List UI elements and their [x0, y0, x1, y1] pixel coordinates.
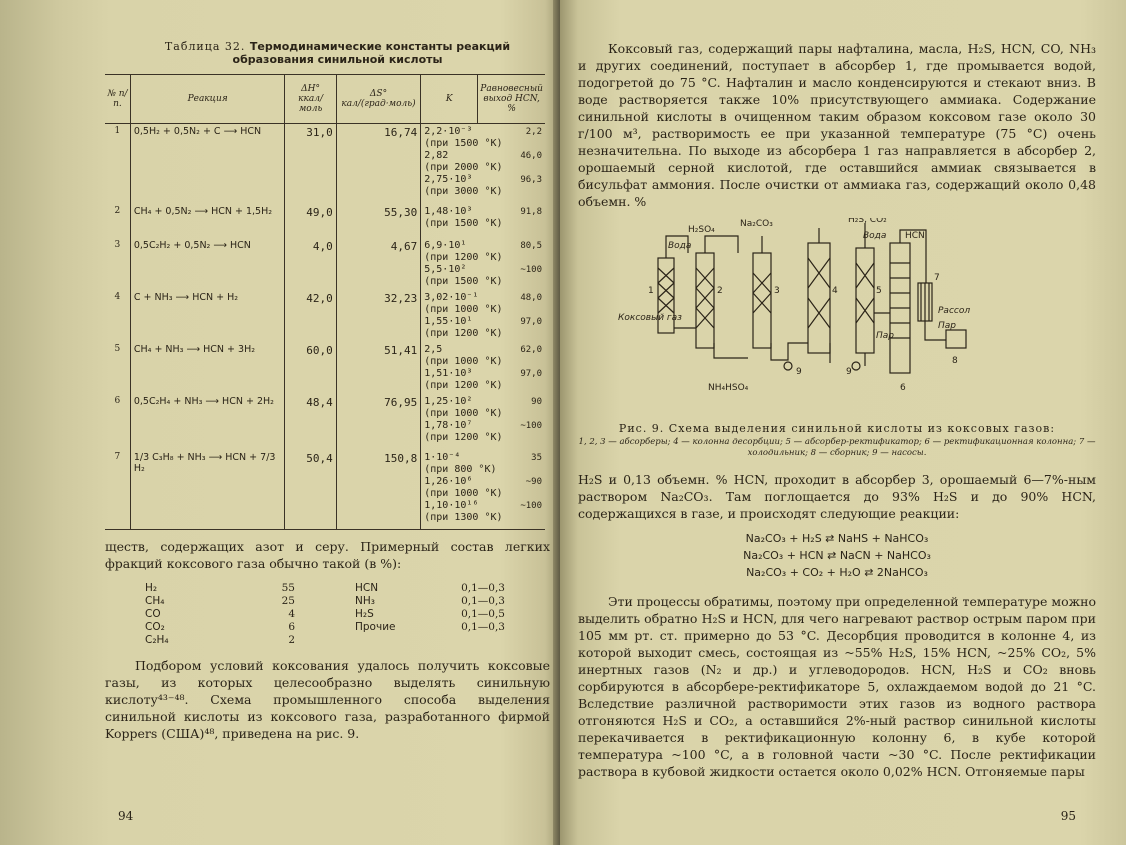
- k-line: [424, 126, 542, 138]
- label-h2s-co2: H₂S, CO₂: [848, 218, 887, 225]
- component-percent: 0,1—0,3: [461, 595, 505, 607]
- absorber-2-packing: [696, 268, 714, 328]
- k-value: 2,82: [424, 150, 449, 161]
- label-voda-2: Вода: [863, 231, 887, 241]
- right-page: [560, 0, 1126, 845]
- component-name: C₂H₄: [145, 634, 169, 646]
- component-percent: 0,1—0,5: [461, 608, 505, 620]
- collector-8: [946, 330, 966, 348]
- reaction-cell: CH₄ + NH₃ ⟶ HCN + 3H₂: [130, 342, 285, 394]
- yield-value: 2,2: [525, 127, 542, 137]
- k-line: [424, 512, 542, 524]
- pump-9b: [852, 362, 860, 370]
- label-n8: 8: [952, 356, 958, 366]
- label-h2so4: H₂SO₄: [688, 225, 715, 235]
- desorption-column-4: [808, 243, 830, 353]
- component-name: NH₃: [355, 595, 375, 607]
- col-header-reaction: Реакция: [130, 75, 285, 124]
- k-line: [424, 150, 542, 162]
- col-header-k: K: [421, 75, 478, 124]
- k-value: 3,02·10⁻¹: [424, 291, 479, 303]
- composition-item: [145, 608, 295, 621]
- yield-value: ~90: [525, 476, 542, 487]
- table-row: [105, 204, 545, 238]
- table-row: [105, 238, 545, 290]
- table-row: [105, 290, 545, 342]
- reaction-cell: 1/3 C₃H₈ + NH₃ ⟶ HCN + 7/3 H₂: [130, 450, 285, 530]
- k-value: (при 1000 °K): [424, 487, 503, 499]
- component-percent: 55: [281, 582, 295, 594]
- ds-cell: 4,67: [336, 238, 421, 290]
- ds-cell: 51,41: [336, 342, 421, 394]
- col-header-yield: Равновесный выход HCN, %: [478, 75, 545, 124]
- k-line: [424, 264, 542, 276]
- k-line: [424, 488, 542, 500]
- k-line: [424, 316, 542, 328]
- dh-cell: 49,0: [285, 204, 336, 238]
- k-value: (при 1000 °K): [424, 355, 503, 367]
- reaction-cell: 0,5C₂H₄ + NH₃ ⟶ HCN + 2H₂: [130, 394, 285, 450]
- k-value: 1,51·10³: [424, 367, 473, 379]
- k-line: [424, 500, 542, 512]
- reaction-cell: CH₄ + 0,5N₂ ⟶ HCN + 1,5H₂: [130, 204, 285, 238]
- row-number: 1: [114, 126, 121, 136]
- absorber-3-packing: [753, 273, 771, 313]
- component-percent: 6: [288, 621, 295, 633]
- component-percent: 0,1—0,3: [461, 621, 505, 633]
- k-line: [424, 174, 542, 186]
- col-header-ds: ΔS° кал/(град·моль): [336, 75, 421, 124]
- k-line: [424, 464, 542, 476]
- label-koks-gas: Коксовый газ: [618, 313, 682, 323]
- composition-item: [145, 621, 295, 634]
- col-header-dh: ΔH° ккал/моль: [285, 75, 336, 124]
- k-line: [424, 186, 542, 198]
- label-n7: 7: [934, 273, 940, 283]
- composition-left: [145, 582, 295, 647]
- k-value: (при 1500 °K): [424, 217, 503, 229]
- k-value: (при 1500 °K): [424, 138, 503, 149]
- column-4-packing: [808, 258, 830, 328]
- absorber-1-packing: [658, 268, 674, 313]
- col-header-number: № п/п.: [105, 75, 130, 124]
- component-name: H₂: [145, 582, 158, 594]
- column-5-packing: [856, 263, 874, 323]
- k-value: (при 1200 °K): [424, 251, 503, 263]
- k-value: (при 1300 °K): [424, 511, 503, 523]
- label-nh4hso4: NH₄HSO₄: [708, 383, 749, 393]
- row-number: 6: [114, 395, 121, 406]
- yield-value: 96,3: [520, 175, 542, 185]
- cooler-7-tubes: [921, 283, 929, 321]
- k-line: [424, 408, 542, 420]
- label-n9b: 9: [846, 367, 852, 377]
- composition-item: [355, 621, 505, 634]
- row-number: 2: [114, 205, 121, 216]
- k-cell: [421, 394, 545, 450]
- yield-value: 46,0: [520, 151, 542, 161]
- k-value: (при 3000 °K): [424, 186, 503, 197]
- label-n3: 3: [774, 286, 780, 296]
- yield-value: 97,0: [520, 368, 542, 379]
- component-name: CO₂: [145, 621, 165, 633]
- k-value: 1,55·10¹: [424, 315, 473, 327]
- k-line: [424, 356, 542, 368]
- component-percent: 0,1—0,3: [461, 582, 505, 594]
- absorber-rectifier-5: [856, 248, 874, 353]
- component-name: Прочие: [355, 621, 396, 633]
- k-value: 6,9·10¹: [424, 239, 467, 251]
- composition-right: [355, 582, 505, 647]
- k-line: [424, 162, 542, 174]
- label-hcn: HCN: [905, 231, 925, 241]
- k-value: 1,25·10²: [424, 395, 473, 407]
- component-name: H₂S: [355, 608, 374, 620]
- ds-cell: 150,8: [336, 450, 421, 530]
- k-value: 1·10⁻⁴: [424, 451, 461, 463]
- absorber-2: [696, 253, 714, 348]
- yield-value: 90: [531, 396, 542, 407]
- k-value: (при 1500 °K): [424, 275, 503, 287]
- k-value: 1,10·10¹⁶: [424, 499, 479, 511]
- k-value: (при 800 °K): [424, 463, 497, 475]
- equation-1: Na₂CO₃ + H₂S ⇄ NaHS + NaHCO₃: [745, 532, 929, 545]
- yield-value: ~100: [520, 264, 542, 275]
- k-value: 1,48·10³: [424, 205, 473, 217]
- table-row: [105, 342, 545, 394]
- left-page: [0, 0, 560, 845]
- k-value: 1,26·10⁶: [424, 475, 473, 487]
- yield-value: 35: [531, 452, 542, 463]
- dh-cell: 4,0: [285, 238, 336, 290]
- table-row: [105, 394, 545, 450]
- yield-value: 48,0: [520, 292, 542, 303]
- label-par-2: Пар: [938, 321, 956, 331]
- k-line: [424, 240, 542, 252]
- row-number: 5: [114, 343, 121, 354]
- composition-item: [355, 595, 505, 608]
- k-line: [424, 476, 542, 488]
- k-line: [424, 344, 542, 356]
- label-n4: 4: [832, 286, 838, 296]
- label-n9a: 9: [796, 367, 802, 377]
- composition-item: [145, 595, 295, 608]
- dh-cell: 31,0: [285, 124, 336, 204]
- k-cell: [421, 342, 545, 394]
- label-n1: 1: [648, 286, 654, 296]
- column-6-trays: [890, 263, 910, 338]
- component-name: HCN: [355, 582, 379, 594]
- table-body: [105, 124, 545, 530]
- figure-legend: 1, 2, 3 — абсорберы; 4 — колонна десорбции; 5 — абсорбер-ректификатор; 6 — ректификационная колонна; 7 — холодильник; 8 — сборник; 9 — насосы.: [578, 437, 1096, 458]
- component-percent: 2: [288, 634, 295, 646]
- k-line: [424, 380, 542, 392]
- k-value: 1,78·10⁷: [424, 419, 473, 431]
- yield-value: 97,0: [520, 316, 542, 327]
- equations-block: [578, 530, 1096, 581]
- label-n5: 5: [876, 286, 882, 296]
- k-line: [424, 252, 542, 264]
- table-header-row: [105, 75, 545, 124]
- component-name: CH₄: [145, 595, 165, 607]
- equation-2: Na₂CO₃ + HCN ⇄ NaCN + NaHCO₃: [743, 549, 931, 562]
- composition-item: [145, 582, 295, 595]
- label-rassol: Рассол: [938, 306, 971, 316]
- k-line: [424, 452, 542, 464]
- pump-9a: [784, 362, 792, 370]
- left-paragraph-1: ществ, содержащих азот и серу. Примерный состав легких фракций коксового газа обычно такой (в %):: [105, 539, 550, 571]
- yield-value: ~100: [520, 500, 542, 511]
- component-percent: 25: [281, 595, 295, 607]
- row-number: 7: [105, 450, 130, 530]
- equation-3: Na₂CO₃ + CO₂ + H₂O ⇄ 2NaHCO₃: [746, 566, 928, 579]
- ds-cell: 16,74: [336, 124, 421, 204]
- row-number: 4: [114, 291, 121, 302]
- k-line: [424, 328, 542, 340]
- table-caption: [125, 40, 550, 66]
- k-line: [424, 276, 542, 288]
- k-line: [424, 206, 542, 218]
- k-cell: [421, 290, 545, 342]
- component-name: CO: [145, 608, 161, 620]
- reaction-cell: C + NH₃ ⟶ HCN + H₂: [130, 290, 285, 342]
- k-value: (при 1200 °K): [424, 431, 503, 443]
- thermo-table: [105, 74, 545, 530]
- component-percent: 4: [288, 608, 295, 620]
- composition-item: [355, 582, 505, 595]
- dh-cell: 42,0: [285, 290, 336, 342]
- k-line: [424, 420, 542, 432]
- page-number-left: 94: [118, 809, 134, 823]
- label-n6: 6: [900, 383, 906, 393]
- k-cell: [421, 124, 545, 204]
- ds-cell: 32,23: [336, 290, 421, 342]
- k-value: (при 1000 °K): [424, 303, 503, 315]
- absorber-3: [753, 253, 771, 348]
- composition-item: [145, 634, 295, 647]
- table-caption-label: Таблица 32.: [164, 40, 246, 53]
- k-value: 2,75·10³: [424, 174, 473, 185]
- row-number: 3: [114, 239, 121, 250]
- composition-item: [355, 608, 505, 621]
- yield-value: ~100: [520, 420, 542, 431]
- right-paragraph-1: Коксовый газ, содержащий пары нафталина, масла, H₂S, HCN, CO, NH₃ и других соединений, поступает в абсорбер 1, где промывается водой, подогретой до 75 °C. Нафталин и масло конденсируются и стекают вниз. В воде растворяется также 10% присутствующего аммиака. Содержание синильной кислоты в очищенном таким образом коксовом газе около 30 г/100 м³, растворимость ее при указанной температуре (75 °C) очень незначительна. По выходе из абсорбера 1 газ направляется в абсорбер 2, орошаемый серной кислотой, где оставшийся аммиак связывается в бисульфат аммония. После очистки от аммиака газ, содержащий около 0,48 объемн. %: [578, 41, 1096, 209]
- label-voda-1: Вода: [668, 241, 692, 251]
- label-na2co3: Na₂CO₃: [740, 219, 773, 229]
- k-line: [424, 218, 542, 230]
- k-value: 2,5: [424, 343, 443, 355]
- k-line: [424, 304, 542, 316]
- yield-value: 80,5: [520, 240, 542, 251]
- yield-value: 91,8: [520, 206, 542, 217]
- k-line: [424, 368, 542, 380]
- right-paragraph-2: H₂S и 0,13 объемн. % HCN, проходит в абсорбер 3, орошаемый 6—7%-ным раствором Na₂CO₃. Там поглощается до 93% H₂S и до 90% HCN, содержащихся в газе, и происходят следующие реакции:: [578, 472, 1096, 521]
- process-diagram: [618, 218, 1048, 408]
- dh-cell: 48,4: [285, 394, 336, 450]
- k-value: (при 1200 °K): [424, 379, 503, 391]
- label-n2: 2: [717, 286, 723, 296]
- reaction-cell: 0,5H₂ + 0,5N₂ + C ⟶ HCN: [130, 124, 285, 204]
- label-par-1: Пар: [876, 331, 894, 341]
- reaction-cell: 0,5C₂H₂ + 0,5N₂ ⟶ HCN: [130, 238, 285, 290]
- k-line: [424, 292, 542, 304]
- k-line: [424, 432, 542, 444]
- right-paragraph-3: Эти процессы обратимы, поэтому при определенной температуре можно выделить обратно H₂S и HCN, для чего нагревают раствор острым паром при 105 мм рт. ст. примерно до 53 °C. Десорбция проводится в колонне 4, из которой выходит смесь, состоящая из ~55% H₂S, 15% HCN, ~25% CO₂, 5% инертных газов (N₂ и др.) и углеводородов. HCN, H₂S и CO₂ вновь сорбируются в абсорбере-ректификаторе 5, охлаждаемом водой до 21 °C. Вследствие различной растворимости этих газов из водного раствора отгоняются H₂S и CO₂, а оставшийся 2%-ный раствор синильной кислоты перекачивается в ректификационную колонну 6, в кубе которой температура ~100 °C, а в головной части ~30 °C. После ректификации раствора в кубовой жидкости остается около 0,02% HCN. Отгоняемые пары: [578, 594, 1097, 779]
- table-caption-title: Термодинамические константы реакций образования синильной кислоты: [232, 40, 511, 66]
- k-value: (при 2000 °K): [424, 162, 503, 173]
- figure-caption: Рис. 9. Схема выделения синильной кислоты из коксовых газов:: [618, 422, 1056, 435]
- page-number-right: 95: [1060, 809, 1076, 823]
- table-row: [105, 124, 545, 204]
- table-row: [105, 450, 545, 530]
- k-line: [424, 138, 542, 150]
- ds-cell: 76,95: [336, 394, 421, 450]
- dh-cell: 60,0: [285, 342, 336, 394]
- left-paragraph-2: Подбором условий коксования удалось получить коксовые газы, из которых целесообразно выделять синильную кислоту⁴³⁻⁴⁸. Схема промышленного способа выделения синильной кислоты из коксового газа, разработанного фирмой Koppers (США)⁴⁸, приведена на рис. 9.: [105, 658, 550, 741]
- dh-cell: 50,4: [285, 450, 336, 530]
- ds-cell: 55,30: [336, 204, 421, 238]
- k-value: (при 1200 °K): [424, 327, 503, 339]
- k-line: [424, 396, 542, 408]
- k-value: 2,2·10⁻³: [424, 126, 473, 137]
- k-value: (при 1000 °K): [424, 407, 503, 419]
- yield-value: 62,0: [520, 344, 542, 355]
- k-cell: [421, 204, 545, 238]
- gas-composition: [145, 582, 550, 647]
- k-value: 5,5·10²: [424, 263, 467, 275]
- k-cell: [421, 450, 545, 530]
- k-cell: [421, 238, 545, 290]
